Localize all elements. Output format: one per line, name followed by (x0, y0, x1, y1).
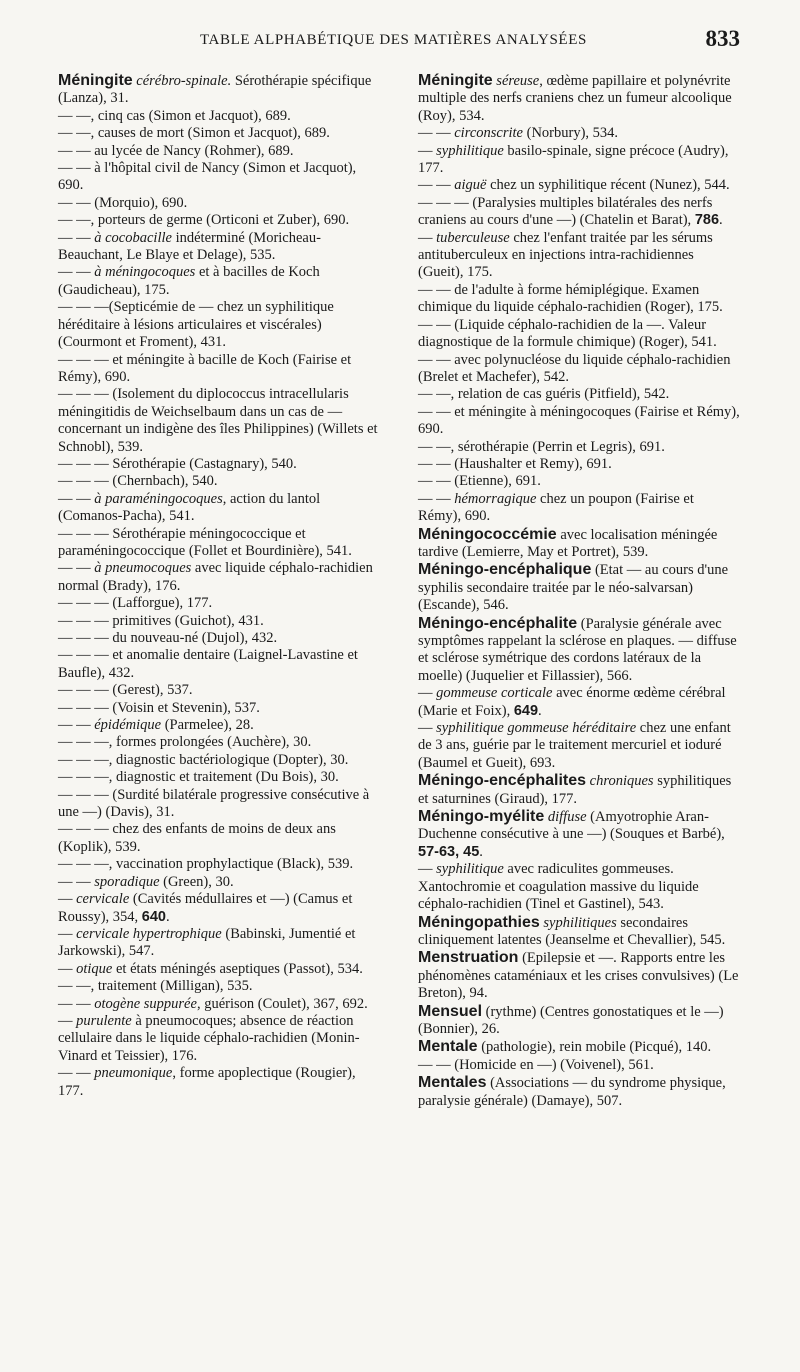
index-entry: — — avec polynucléose du liquide céphalo-rachidien (Brelet et Machefer), 542. (418, 351, 731, 385)
index-entry: — —, sérothérapie (Perrin et Legris), 691. (418, 438, 665, 455)
index-entry: — — hémorragique chez un poupon (Fairise et Rémy), 690. (418, 490, 694, 525)
index-entry: — — otogène suppurée, guérison (Coulet), 367, 692. (58, 995, 368, 1012)
index-entry: — —, cinq cas (Simon et Jacquot), 689. (58, 107, 291, 124)
index-entry: Mentale (pathologie), rein mobile (Picqué), 140. (418, 1038, 712, 1056)
index-entry: — — — (Chernbach), 540. (58, 473, 218, 490)
index-entry: Méningo-encéphalites chroniques syphilitiques et saturnines (Giraud), 177. (418, 772, 732, 807)
index-entry: — — —, diagnostic et traitement (Du Bois), 30. (58, 769, 339, 786)
index-entry: — — (Etienne), 691. (418, 473, 541, 490)
running-title: TABLE ALPHABÉTIQUE DES MATIÈRES ANALYSÉES (200, 32, 587, 48)
index-entry: — — circonscrite (Norbury), 534. (418, 125, 619, 142)
index-entry: — — à pneumocoques avec liquide céphalo-rachidien normal (Brady), 176. (58, 560, 373, 594)
index-entry: Mentales (Associations — du syndrome physique, paralysie générale) (Damaye), 507. (418, 1074, 726, 1109)
index-entry: — purulente à pneumocoques; absence de réaction cellulaire dans le liquide céphalo-rachidien (Monin-Vinard et Teissier), 176. (58, 1012, 360, 1064)
index-entry: — — — (Lafforgue), 177. (58, 595, 213, 612)
index-entry: — — pneumonique, forme apoplectique (Rougier), 177. (58, 1065, 356, 1099)
index-entry: — — — et anomalie dentaire (Laignel-Lavastine et Baufle), 432. (58, 647, 358, 681)
index-entry: — — — et méningite à bacille de Koch (Fairise et Rémy), 690. (58, 351, 352, 385)
index-entry: — — (Liquide céphalo-rachidien de la —. Valeur diagnostique de la formule chimique) (Roger), 541. (418, 316, 717, 351)
index-entry: — syphilitique gommeuse héréditaire chez une enfant de 3 ans, guérie par le traitement mercuriel et ioduré (Baumel et Gueit), 693. (418, 720, 731, 771)
index-entry: — otique et états méningés aseptiques (Passot), 534. (58, 960, 363, 977)
index-entry: Méningo-myélite diffuse (Amyotrophie Aran-Duchenne consécutive à une —) (Souques et Barbé), 57-63, 45. (418, 808, 725, 860)
index-entry: — — — (Gerest), 537. (58, 682, 193, 699)
index-entry: — — à l'hôpital civil de Nancy (Simon et Jacquot), 690. (58, 160, 357, 194)
index-entry: — syphilitique basilo-spinale, signe précoce (Audry), 177. (418, 142, 729, 177)
right-column (418, 72, 740, 1110)
index-entry: — — épidémique (Parmelee), 28. (58, 717, 254, 734)
index-entry: Méningopathies syphilitiques secondaires cliniquement latentes (Jeanselme et Chevallier), 545. (418, 913, 726, 948)
index-entry: — syphilitique avec radiculites gommeuses. Xantochromie et coagulation massive du liquide céphalo-rachidien (Tinel et Gastinel), 543. (418, 861, 699, 913)
index-entry: — — —(Septicémie de — chez un syphilitique héréditaire à lésions articulaires et viscérales) (Courmont et Froment), 431. (58, 299, 334, 351)
index-entry: Méningo-encéphalite (Paralysie générale avec symptômes rappelant la sclérose en plaques. — diffuse et sclérose symétrique des cordons latéraux de la moelle) (Juquelier et Fillassier), 566. (418, 614, 737, 684)
index-entry: — —, traitement (Milligan), 535. (58, 978, 253, 995)
index-entry: — — — Sérothérapie méningococcique et paraméningococcique (Follet et Bourdinière), 541. (58, 525, 352, 559)
index-entry: — — — (Surdité bilatérale progressive consécutive à une —) (Davis), 31. (58, 786, 370, 821)
index-entry: — — — chez des enfants de moins de deux ans (Koplik), 539. (58, 821, 336, 855)
index-entry: — — au lycée de Nancy (Rohmer), 689. (58, 142, 294, 159)
index-entry: — —, causes de mort (Simon et Jacquot), 689. (58, 125, 330, 142)
index-entry: Mensuel (rythme) (Centres gonostatiques et le —) (Bonnier), 26. (418, 1002, 724, 1037)
index-entry: — — —, vaccination prophylactique (Black), 539. (58, 856, 354, 873)
index-entry: — tuberculeuse chez l'enfant traitée par les sérums antituberculeux en injections intra-rachidiennes (Gueit), 175. (418, 229, 713, 281)
index-entry: — gommeuse corticale avec énorme œdème cérébral (Marie et Foix), 649. (418, 685, 726, 719)
index-entry: — — (Haushalter et Remy), 691. (418, 455, 612, 472)
index-entry: — — (Homicide en —) (Voivenel), 561. (418, 1056, 654, 1073)
index-entry: — — — du nouveau-né (Dujol), 432. (58, 630, 278, 646)
page-number: 833 (705, 26, 740, 51)
left-column (58, 72, 380, 1100)
index-entry: — cervicale hypertrophique (Babinski, Jumentié et Jarkowski), 547. (58, 925, 356, 960)
index-entry: Méningo-encéphalique (Etat — au cours d'une syphilis secondaire traitée par le néo-salvarsan) (Escande), 546. (418, 561, 729, 614)
index-entry: Méningococcémie avec localisation méningée tardive (Lemierre, May et Portret), 539. (418, 525, 718, 560)
index-entry: — — —, diagnostic bactériologique (Dopter), 30. (58, 751, 349, 768)
page-header (60, 26, 740, 56)
index-entry: Méningite séreuse, œdème papillaire et polynévrite multiple des nerfs craniens chez un fumeur alcoolique (Roy), 534. (418, 72, 732, 124)
index-entry: — — aiguë chez un syphilitique récent (Nunez), 544. (418, 177, 730, 194)
index-entry: — — (Morquio), 690. (58, 194, 188, 211)
index-entry: — — —, formes prolongées (Auchère), 30. (58, 734, 312, 751)
index-entry: — — et méningite à méningocoques (Fairise et Rémy), 690. (418, 403, 740, 438)
index-entry: — — — primitives (Guichot), 431. (58, 612, 264, 629)
index-entry: — — à paraméningocoques, action du lantol (Comanos-Pacha), 541. (58, 490, 321, 525)
index-entry: — — à cocobacille indéterminé (Moricheau-Beauchant, Le Blaye et Delage), 535. (58, 229, 321, 264)
index-entry: Menstruation (Epilepsie et —. Rapports entre les phénomènes cataméniaux et les crises convulsives) (Le Breton), 94. (418, 949, 739, 1002)
index-entry: — —, porteurs de germe (Orticoni et Zuber), 690. (58, 212, 350, 229)
index-entry: — — — (Voisin et Stevenin), 537. (58, 699, 260, 716)
index-entry: — — sporadique (Green), 30. (58, 873, 234, 890)
index-entry: — —, relation de cas guéris (Pitfield), 542. (418, 386, 670, 403)
index-entry: — — — (Paralysies multiples bilatérales des nerfs craniens au cours d'une —) (Chatelin et Barat), 786. (418, 194, 723, 229)
index-entry: — — de l'adulte à forme hémiplégique. Examen chimique du liquide céphalo-rachidien (Roger), 175. (418, 281, 723, 316)
index-entry: — — — Sérothérapie (Castagnary), 540. (58, 455, 297, 472)
index-entry: — cervicale (Cavités médullaires et —) (Camus et Roussy), 354, 640. (58, 891, 353, 925)
index-entry: — — — (Isolement du diplococcus intracellularis méningitidis de Weichselbaum dans un cas de — concernant un indigène des îles Philippines) (Willets et Schnobl), 539. (58, 386, 378, 455)
index-entry: Méningite cérébro-spinale. Sérothérapie spécifique (Lanza), 31. (58, 72, 372, 107)
index-entry: — — à méningocoques et à bacilles de Koch (Gaudicheau), 175. (58, 264, 320, 298)
